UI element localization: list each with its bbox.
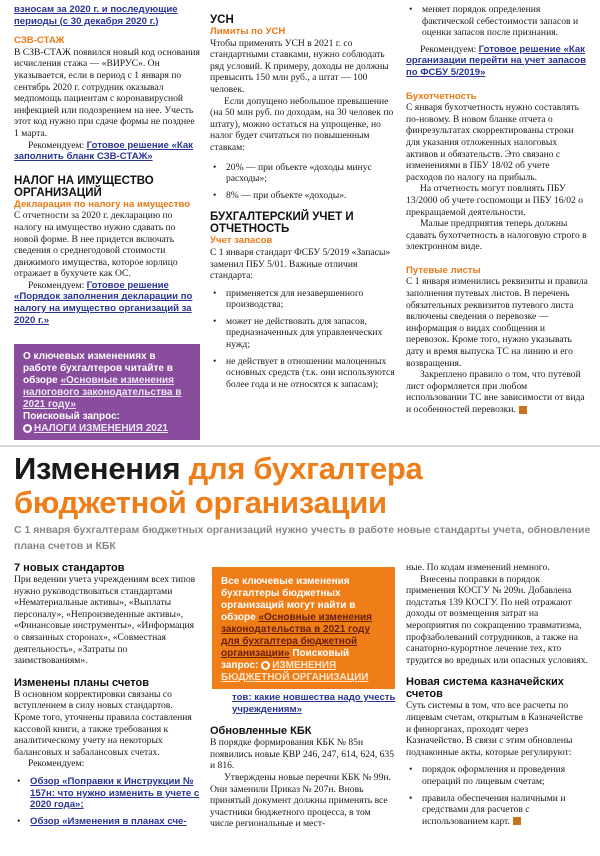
kosgu-paragraph: Внесены поправки в порядок применения КОСГУ № 209н. Добавлена подстатья 139 КОСГУ. По ней отражают доходы от возмещения затрат на мероприятия по сокращению травматизма, профзаболеваний сотрудников, а также на санаторно-курортное лечение тех, кто трудится во вредных или опасных условиях.	[406, 573, 588, 666]
column-middle	[210, 14, 396, 395]
end-mark-icon	[513, 817, 521, 825]
charts-heading: Изменены планы счетов	[14, 676, 149, 689]
waybills-paragraph-1: С 1 января изменились реквизиты и правила заполнения путевых листов. В перечень обязательных реквизитов путевого листа включены сведения о перевозке — информация о видах сообщения и перевозок. Кроме того, нужно указывать дату и время выпуска ТС на линию и его возвращения.	[406, 276, 588, 369]
column-right	[406, 4, 588, 416]
budget-callout-text: Все ключевые изменения бухгалтеры бюджетных организаций могут найти в обзоре	[221, 576, 356, 623]
column-left	[14, 4, 200, 326]
szv-paragraph: В СЗВ-СТАЖ появился новый код основания исчисления стажа — «ВИРУС». Он указывается, если в период с 1 января по сентябрь 2020 г. сотрудник оказывал медпомощь пациентам с коронавирусной инфекцией или подозрением на нее. Учесть этот код нужно при сдаче формы не позднее 1 марта.	[14, 46, 200, 139]
search-icon	[23, 424, 32, 433]
inventory-solution-link[interactable]: Готовое решение «Как организации перейти на учет запасов по ФСБУ 5/2019»	[406, 43, 587, 78]
standards-paragraph: При ведении учета учреждениям всех типов нужно руководствоваться стандартами «Нематериальные активы», «Выплаты персоналу», «Непроизведенные активы», «Финансовые инструменты», «Информация о связанных сторонах», «Совместная деятельность», «Затраты по заимствованиям».	[14, 574, 196, 667]
treasury-heading: Новая система казначейских счетов	[406, 676, 564, 701]
section-title: Изменения для бухгалтера бюджетной организации	[14, 451, 423, 520]
section-divider	[0, 445, 600, 447]
inventory-bullet-1: • применяется для незавершенного производства;	[210, 288, 396, 311]
usn-heading: УСН	[210, 14, 234, 26]
usn-bullet-2: • 8% — при объекте «доходы».	[210, 190, 396, 202]
szv-recommend: Рекомендуем: Готовое решение «Как заполнить бланк СЗВ-СТАЖ»	[14, 139, 193, 163]
kosgu-intro: ные. По кодам изменений немного.	[406, 562, 550, 573]
accounting-heading: БУХГАЛТЕРСКИЙ УЧЕТ И ОТЧЕТНОСТЬ	[210, 211, 354, 236]
reporting-paragraph-1: С января бухотчетность нужно составлять по-новому. В новом бланке отчета о финрезультатах скорректированы строки для указания отложенных налоговых активов и обязательств. Это связано с изменениями в ПБУ 18/02 об учете расходов по налогу на прибыль.	[406, 102, 579, 183]
inventory-bullet-4: • меняет порядок определения фактической себестоимости запасов и оценки запасов после признания.	[406, 4, 588, 39]
reporting-subheading: Бухотчетность	[406, 90, 477, 102]
inventory-bullet-2: • может не действовать для запасов, предназначенных для управленческих нужд;	[210, 316, 396, 351]
szv-heading: СЗВ-СТАЖ	[14, 35, 65, 47]
kbk-heading: Обновленные КБК	[210, 725, 312, 738]
property-tax-heading: НАЛОГ НА ИМУЩЕСТВО ОРГАНИЗАЦИЙ	[14, 174, 154, 199]
callout-text: О ключевых изменениях в работе бухгалтеров читайте в обзоре	[23, 351, 173, 386]
end-mark-icon	[519, 406, 527, 414]
inventory-subheading: Учет запасов	[210, 235, 273, 247]
usn-bullet-1: • 20% — при объекте «доходы минус расходы»;	[210, 162, 396, 185]
tax-changes-review-link[interactable]: «Основные изменения налогового законодательства в 2021 году»	[23, 375, 182, 410]
standards-heading: 7 новых стандартов	[14, 562, 125, 574]
property-tax-recommend: Рекомендуем: Готовое решение «Порядок заполнения декларации по налогу на имущество организаций за 2020 г.»	[14, 279, 193, 326]
inventory-paragraph: С 1 января стандарт ФСБУ 5/2019 «Запасы» заменил ПБУ 5/01. Важные отличия стандарта:	[210, 246, 391, 282]
kbk-paragraph-2: Утверждены новые перечни КБК № 99н. Они заменили Приказ № 207н. Вновь принятый документ должны применять все участники бюджетного процесса, в том числе региональные и мест-	[210, 771, 391, 830]
treasury-bullet-2: • правила обеспечения наличными и средствами для расчетов с использованием карт.	[406, 793, 588, 828]
property-tax-solution-link[interactable]: Готовое решение «Порядок заполнения декларации по налогу на имущество организаций за 2020 г.»	[14, 279, 193, 326]
kbk-paragraph-1: В порядке формирования КБК № 85н появились новые КВР 246, 247, 614, 624, 635 и 816.	[210, 737, 395, 772]
usn-paragraph-1: Чтобы применять УСН в 2021 г. со стандартными ставками, нужно соблюдать ряд условий. К примеру, доходы не должны превысить 150 млн руб., а штат — 100 человек.	[210, 37, 389, 95]
usn-subheading: Лимиты по УСН	[210, 26, 286, 37]
budget-search-label: Поисковый запрос:	[221, 648, 350, 671]
budget-changes-callout	[212, 567, 395, 689]
key-changes-callout	[14, 344, 200, 440]
waybills-paragraph-2: Закреплено правило о том, что путевой лист оформляется при любом использовании ТС вне зависимости от вида и особенностей перевозки.	[406, 369, 585, 415]
treasury-bullet-1: • порядок оформления и проведения операций по лицевым счетам;	[406, 764, 588, 787]
inventory-bullet-3: • не действует в отношении малоценных основных средств (т.к. они используются более года и не относятся к запасам);	[210, 356, 396, 391]
reporting-paragraph-3: Малые предприятия теперь должны сдавать бухотчетность в налоговую строго в электронном виде.	[406, 218, 587, 253]
szv-solution-link[interactable]: Готовое решение «Как заполнить бланк СЗВ-СТАЖ»	[14, 139, 193, 163]
reporting-paragraph-2: На отчетность могут повлиять ПБУ 13/2000 об учете госпомощи и ПБУ 16/02 о прекращаемой деятельности.	[406, 183, 584, 218]
search-icon	[261, 661, 270, 670]
waybills-subheading: Путевые листы	[406, 264, 481, 276]
contributions-link[interactable]: взносам за 2020 г. и последующие периоды (с 30 декабря 2020 г.)	[14, 4, 178, 27]
bottom-column-left	[14, 562, 200, 832]
bottom-column-middle	[210, 692, 396, 830]
budget-changes-review-link[interactable]: «Основные изменения законодательства в 2021 году для бухгалтера бюджетной организации»	[221, 612, 373, 659]
budget-search-query-link[interactable]: ИЗМЕНЕНИЯ БЮДЖЕТНОЙ ОРГАНИЗАЦИИ	[221, 660, 369, 683]
section-lead: С 1 января бухгалтерам бюджетных организаций нужно учесть в работе новые стандарты учета, обновление плана счетов и КБК	[14, 524, 591, 552]
instruction-157n-link[interactable]: Обзор «Поправки к Инструкции № 157н: что нужно изменить в учете с 2020 года»;	[30, 775, 200, 811]
property-tax-subheading: Декларация по налогу на имущество	[14, 198, 191, 210]
treasury-paragraph: Суть системы в том, что все расчеты по лицевым счетам, открытым в Казначействе и финорганах, проходят через Казначейство. В связи с этим обновлены подзаконные акты, которые регулируют:	[406, 700, 583, 758]
usn-paragraph-2: Если допущено небольшое превышение (на 50 млн руб. по доходам, на 30 человек по штату), можно остаться на упрощенке, но налог будет считаться по повышенным ставкам:	[210, 95, 394, 153]
charts-recommend: Рекомендуем:	[28, 758, 85, 770]
search-query-label: Поисковый запрос:	[23, 411, 121, 422]
search-query-link[interactable]: НАЛОГИ ИЗМЕНЕНИЯ 2021	[34, 423, 168, 434]
charts-paragraph: В основном корректировки связаны со вступлением в силу новых стандартов. Кроме того, уточнены правила составления кассовой книги, а также требования к аналитическому учету на некоторых балансовых и забалансовых счетах.	[14, 688, 192, 758]
bottom-column-right	[406, 562, 588, 832]
charts-review-link[interactable]: Обзор «Изменения в планах сче-	[30, 815, 187, 827]
inventory-recommend: Рекомендуем: Готовое решение «Как организации перейти на учет запасов по ФСБУ 5/2019»	[406, 43, 587, 78]
property-tax-paragraph: С отчетности за 2020 г. декларацию по налогу на имущество нужно сдавать по новой форме. В нее придется включать сведения о среднегодовой стоимости движимого имущества, которое юрлицо отражает в бухучете как ОС.	[14, 210, 178, 280]
charts-review-link-continued[interactable]: тов: какие новшества надо учесть учреждениям»	[232, 692, 396, 715]
